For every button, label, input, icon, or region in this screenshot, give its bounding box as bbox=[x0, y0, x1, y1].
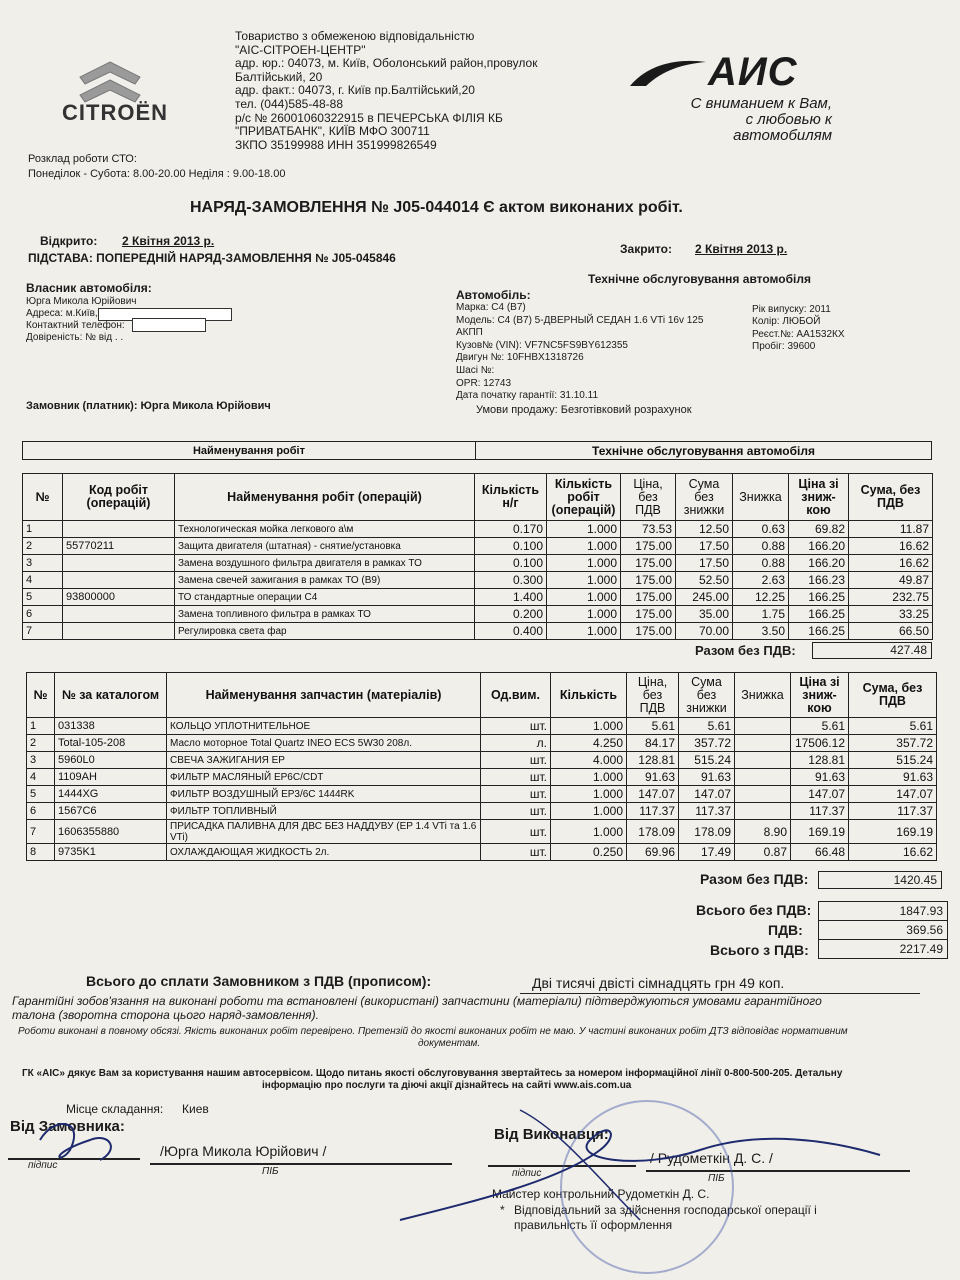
works-row bbox=[23, 555, 933, 572]
works-row-cell: 232.75 bbox=[849, 589, 933, 606]
owner-title: Власник автомобіля: bbox=[26, 281, 152, 295]
car-color: Колір: ЛЮБОЙ bbox=[752, 316, 821, 328]
parts-row-cell: 169.19 bbox=[791, 820, 849, 844]
parts-row-cell: 117.37 bbox=[679, 803, 735, 820]
parts-row-cell: Масло моторное Total Quartz INEO ECS 5W30 208л. bbox=[167, 735, 481, 752]
works-row-cell: 1.000 bbox=[547, 606, 621, 623]
works-row-cell: 55770211 bbox=[63, 538, 175, 555]
parts-row-cell bbox=[735, 769, 791, 786]
customer-name-caption: ПІБ bbox=[262, 1166, 279, 1177]
parts-table bbox=[26, 672, 937, 861]
car-line: Кузов№ (VIN): VF7NC5FS9BY612355 bbox=[456, 339, 628, 351]
works-row bbox=[23, 606, 933, 623]
owner-phone-label: Контактний телефон: bbox=[26, 320, 125, 331]
vat-value: 369.56 bbox=[818, 920, 948, 940]
works-header: Сума, без ПДВ bbox=[849, 474, 933, 521]
company-line: Балтійський, 20 bbox=[235, 69, 323, 84]
parts-row-cell bbox=[735, 803, 791, 820]
works-row-cell: 175.00 bbox=[621, 572, 676, 589]
works-row-cell: 175.00 bbox=[621, 606, 676, 623]
parts-row-cell: 1.000 bbox=[551, 786, 627, 803]
parts-row-cell: 147.07 bbox=[627, 786, 679, 803]
parts-header: Кількість bbox=[551, 673, 627, 718]
opened-label: Відкрито: bbox=[40, 234, 98, 248]
parts-row-cell: 4.000 bbox=[551, 752, 627, 769]
works-row-cell: 2.63 bbox=[733, 572, 789, 589]
car-title: Автомобіль: bbox=[456, 288, 531, 302]
customer-sign-caption: підпис bbox=[28, 1160, 58, 1171]
executor-sign-title: Від Виконавця: bbox=[494, 1126, 609, 1143]
works-row-cell: Замена воздушного фильтра двигателя в рамках ТО bbox=[175, 555, 475, 572]
total-without-vat-label: Всього без ПДВ: bbox=[696, 902, 812, 918]
works-row-cell: 1.000 bbox=[547, 538, 621, 555]
works-header: Ціна зі зниж-кою bbox=[789, 474, 849, 521]
parts-row-cell: 5.61 bbox=[679, 718, 735, 735]
works-row-cell: 5 bbox=[23, 589, 63, 606]
parts-row-cell: шт. bbox=[481, 844, 551, 861]
works-row-cell: 175.00 bbox=[621, 555, 676, 572]
parts-row-cell: шт. bbox=[481, 786, 551, 803]
parts-row-cell: 1.000 bbox=[551, 820, 627, 844]
parts-row-cell: 5.61 bbox=[627, 718, 679, 735]
parts-row-cell: ФИЛЬТР МАСЛЯНЫЙ EP6C/CDT bbox=[167, 769, 481, 786]
responsible-line: правильність її оформлення bbox=[514, 1218, 673, 1232]
quality-line: Роботи виконані в повному обсязі. Якість виконаних робіт перевірено. Претензій до якості виконаних робіт не маю. У частині виконаних робіт ДТЗ відповідає нормативним bbox=[18, 1026, 848, 1037]
works-total-value: 427.48 bbox=[812, 642, 932, 659]
parts-header: Найменування запчастин (матеріалів) bbox=[167, 673, 481, 718]
works-row-cell: 2 bbox=[23, 538, 63, 555]
parts-row-cell: 9735K1 bbox=[55, 844, 167, 861]
parts-row-cell: 515.24 bbox=[849, 752, 937, 769]
works-row bbox=[23, 521, 933, 538]
parts-row-cell: 515.24 bbox=[679, 752, 735, 769]
parts-row-cell: 357.72 bbox=[679, 735, 735, 752]
parts-row-cell: ФИЛЬТР ВОЗДУШНЫЙ EP3/6C 1444RK bbox=[167, 786, 481, 803]
customer-payer: Замовник (платник): Юрга Микола Юрійович bbox=[26, 400, 271, 412]
works-row-cell: 3.50 bbox=[733, 623, 789, 640]
car-line: Модель: C4 (B7) 5-ДВЕРНЫЙ СЕДАН 1.6 VTi 16v 125 bbox=[456, 314, 704, 326]
works-row-cell bbox=[63, 555, 175, 572]
company-line: ЗКПО 35199988 ИНН 351999826549 bbox=[235, 137, 437, 152]
works-row-cell: 0.88 bbox=[733, 555, 789, 572]
works-header: Код робіт (операцій) bbox=[63, 474, 175, 521]
works-row-cell: 166.25 bbox=[789, 589, 849, 606]
quality-text bbox=[18, 1026, 848, 1050]
works-row-cell: 93800000 bbox=[63, 589, 175, 606]
parts-header: Знижка bbox=[735, 673, 791, 718]
works-row-cell: 166.20 bbox=[789, 555, 849, 572]
thanks-line: інформацію про послуги та діючі акції дізнайтесь на сайті www.ais.com.ua bbox=[262, 1080, 632, 1091]
parts-row-cell: 1.000 bbox=[551, 803, 627, 820]
total-with-vat: 2217.49 bbox=[818, 939, 948, 959]
car-mileage: Пробіг: 39600 bbox=[752, 341, 816, 353]
parts-row-cell: л. bbox=[481, 735, 551, 752]
works-row-cell: 49.87 bbox=[849, 572, 933, 589]
executor-sign-caption: підпис bbox=[512, 1168, 542, 1179]
works-row-cell: 6 bbox=[23, 606, 63, 623]
parts-row-cell: 1606355880 bbox=[55, 820, 167, 844]
parts-row-cell: 5960L0 bbox=[55, 752, 167, 769]
parts-header: Ціна, без ПДВ bbox=[627, 673, 679, 718]
parts-row-cell: 117.37 bbox=[627, 803, 679, 820]
parts-row bbox=[27, 735, 937, 752]
parts-row-cell: 66.48 bbox=[791, 844, 849, 861]
parts-row-cell: 3 bbox=[27, 752, 55, 769]
ais-swoosh-icon bbox=[628, 56, 708, 90]
works-row-cell: 17.50 bbox=[676, 538, 733, 555]
works-row-cell: 7 bbox=[23, 623, 63, 640]
parts-total-label: Разом без ПДВ: bbox=[700, 871, 809, 887]
works-header: Кількість робіт (операцій) bbox=[547, 474, 621, 521]
car-extra bbox=[752, 304, 845, 354]
works-row-cell: 166.25 bbox=[789, 606, 849, 623]
parts-row-cell: 91.63 bbox=[627, 769, 679, 786]
works-row-cell: 1.000 bbox=[547, 555, 621, 572]
total-with-vat-label: Всього з ПДВ: bbox=[710, 942, 809, 958]
parts-row-cell: 0.87 bbox=[735, 844, 791, 861]
works-header: Сума без знижки bbox=[676, 474, 733, 521]
parts-row-cell: 1567C6 bbox=[55, 803, 167, 820]
car-details bbox=[456, 302, 703, 403]
owner-name: Юрга Микола Юрійович bbox=[26, 296, 137, 307]
parts-row bbox=[27, 769, 937, 786]
total-without-vat: 1847.93 bbox=[818, 901, 948, 921]
parts-row-cell: 17.49 bbox=[679, 844, 735, 861]
works-total-label: Разом без ПДВ: bbox=[695, 643, 796, 658]
ais-logo: АИС bbox=[708, 50, 798, 94]
works-row-cell: 1.000 bbox=[547, 623, 621, 640]
parts-row-cell: 0.250 bbox=[551, 844, 627, 861]
parts-row-cell: 4.250 bbox=[551, 735, 627, 752]
parts-header: Од.вим. bbox=[481, 673, 551, 718]
works-rows bbox=[23, 521, 933, 640]
company-details bbox=[235, 30, 537, 152]
thanks-line: ГК «АІС» дякує Вам за користування нашим автосервісом. Щодо питань якості обслуговування звертайтесь за номером інформаційної лінії 0-800-500-205. Детальну bbox=[22, 1068, 843, 1079]
basis-order: ПІДСТАВА: ПОПЕРЕДНІЙ НАРЯД-ЗАМОВЛЕННЯ № J05-045846 bbox=[28, 251, 396, 265]
works-header: № bbox=[23, 474, 63, 521]
parts-row bbox=[27, 820, 937, 844]
works-row-cell: 0.300 bbox=[475, 572, 547, 589]
payment-words: Дві тисячі двісті сімнадцять грн 49 коп. bbox=[532, 975, 785, 991]
parts-row-cell: 128.81 bbox=[791, 752, 849, 769]
parts-row-cell: 8.90 bbox=[735, 820, 791, 844]
works-header: Ціна, без ПДВ bbox=[621, 474, 676, 521]
company-line: адр. юр.: 04073, м. Київ, Оболонський район,провулок bbox=[235, 56, 538, 71]
sale-terms: Умови продажу: Безготівковий розрахунок bbox=[476, 404, 692, 416]
company-line: адр. факт.: 04073, г. Київ пр.Балтійський,20 bbox=[235, 83, 475, 98]
works-row-cell: 1 bbox=[23, 521, 63, 538]
warranty-text bbox=[12, 994, 822, 1022]
parts-row-cell: 8 bbox=[27, 844, 55, 861]
company-line: Товариство з обмеженою відповідальністю bbox=[235, 29, 475, 43]
parts-row-cell: 147.07 bbox=[791, 786, 849, 803]
works-row-cell: 175.00 bbox=[621, 623, 676, 640]
company-line: р/с № 26001060322915 в ПЕЧЕРСЬКА ФІЛІЯ КБ bbox=[235, 110, 503, 125]
car-line: Двигун №: 10FHBX1318726 bbox=[456, 352, 584, 364]
works-row bbox=[23, 572, 933, 589]
works-table bbox=[22, 473, 933, 640]
parts-row-cell bbox=[735, 786, 791, 803]
parts-row-cell: 147.07 bbox=[849, 786, 937, 803]
works-row-cell: Технологическая мойка легкового а\м bbox=[175, 521, 475, 538]
works-row-cell: 0.400 bbox=[475, 623, 547, 640]
payment-label: Всього до сплати Замовником з ПДВ (прописом): bbox=[86, 973, 432, 989]
parts-row-cell: СВЕЧА ЗАЖИГАНИЯ EP bbox=[167, 752, 481, 769]
parts-row-cell bbox=[735, 752, 791, 769]
parts-header: Сума без знижки bbox=[679, 673, 735, 718]
parts-row-cell: 17506.12 bbox=[791, 735, 849, 752]
redacted-phone bbox=[132, 318, 206, 332]
parts-row-cell bbox=[735, 718, 791, 735]
document-title: НАРЯД-ЗАМОВЛЕННЯ № J05-044014 Є актом виконаних робіт. bbox=[190, 199, 683, 216]
parts-row-cell: 1444XG bbox=[55, 786, 167, 803]
parts-row-cell: 16.62 bbox=[849, 844, 937, 861]
parts-row-cell: 1 bbox=[27, 718, 55, 735]
parts-row-cell: 2 bbox=[27, 735, 55, 752]
works-row-cell: 69.82 bbox=[789, 521, 849, 538]
parts-row-cell: 91.63 bbox=[849, 769, 937, 786]
works-row-cell bbox=[63, 606, 175, 623]
slogan-line: С вниманием к Вам, bbox=[690, 95, 832, 112]
master-controller: Майстер контрольний Рудометкін Д. С. bbox=[492, 1187, 710, 1201]
service-type: Технічне обслуговування автомобіля bbox=[588, 272, 811, 286]
works-row-cell: 166.25 bbox=[789, 623, 849, 640]
works-row bbox=[23, 623, 933, 640]
place-value: Киев bbox=[182, 1102, 209, 1116]
works-row bbox=[23, 589, 933, 606]
parts-row-cell: 6 bbox=[27, 803, 55, 820]
works-row-cell: 1.75 bbox=[733, 606, 789, 623]
parts-row-cell: 117.37 bbox=[791, 803, 849, 820]
parts-row-cell: 5 bbox=[27, 786, 55, 803]
works-banner-right: Технічне обслуговування автомобіля bbox=[476, 442, 932, 460]
warranty-line: Гарантійні зобов'язання на виконані роботи та встановлені (використані) запчастини (матеріали) підтверджуються умовами гарантійного bbox=[12, 994, 822, 1008]
works-row-cell: 4 bbox=[23, 572, 63, 589]
quality-line: документам. bbox=[418, 1038, 481, 1049]
parts-row-cell: шт. bbox=[481, 718, 551, 735]
works-row-cell: 245.00 bbox=[676, 589, 733, 606]
works-banner bbox=[22, 441, 932, 460]
executor-name-caption: ПІБ bbox=[708, 1173, 725, 1184]
company-line: тел. (044)585-48-88 bbox=[235, 96, 344, 111]
works-row-cell: 35.00 bbox=[676, 606, 733, 623]
works-row-cell: 0.63 bbox=[733, 521, 789, 538]
works-row-cell: 175.00 bbox=[621, 589, 676, 606]
parts-row-cell: шт. bbox=[481, 803, 551, 820]
works-header: Знижка bbox=[733, 474, 789, 521]
parts-row-cell: 357.72 bbox=[849, 735, 937, 752]
schedule-hours: Понеділок - Субота: 8.00-20.00 Неділя : 9.00-18.00 bbox=[28, 168, 286, 180]
parts-row-cell: 031338 bbox=[55, 718, 167, 735]
parts-row-cell: ФИЛЬТР ТОПЛИВНЫЙ bbox=[167, 803, 481, 820]
executor-name: / Рудометкін Д. С. / bbox=[650, 1150, 773, 1166]
place-label: Місце складання: bbox=[66, 1102, 164, 1116]
parts-header: № bbox=[27, 673, 55, 718]
parts-row-cell: 128.81 bbox=[627, 752, 679, 769]
works-row-cell: Защита двигателя (штатная) - снятие/установка bbox=[175, 538, 475, 555]
parts-header: № за каталогом bbox=[55, 673, 167, 718]
parts-row-cell: 117.37 bbox=[849, 803, 937, 820]
citroen-wordmark: CITROËN bbox=[62, 100, 168, 125]
parts-row-cell: 91.63 bbox=[791, 769, 849, 786]
works-row-cell: 0.170 bbox=[475, 521, 547, 538]
works-banner-left: Найменування робіт bbox=[23, 442, 476, 460]
company-line: "ПРИВАТБАНК", КИЇВ МФО 300711 bbox=[235, 124, 430, 139]
parts-row-cell: КОЛЬЦО УПЛОТНИТЕЛЬНОЕ bbox=[167, 718, 481, 735]
works-row-cell: 166.20 bbox=[789, 538, 849, 555]
car-line: Марка: C4 (B7) bbox=[456, 302, 526, 313]
parts-row bbox=[27, 844, 937, 861]
works-row-cell: Замена топливного фильтра в рамках ТО bbox=[175, 606, 475, 623]
car-reg: Реєст.№: АА1532КХ bbox=[752, 328, 845, 340]
ais-slogan bbox=[664, 96, 832, 144]
parts-row-cell: ОХЛАЖДАЮЩАЯ ЖИДКОСТЬ 2л. bbox=[167, 844, 481, 861]
parts-row-cell: 5.61 bbox=[791, 718, 849, 735]
works-row-cell: 175.00 bbox=[621, 538, 676, 555]
works-header: Кількість н/г bbox=[475, 474, 547, 521]
car-line: OPR: 12743 bbox=[456, 377, 512, 389]
owner-address-label: Адреса: м.Київ, bbox=[26, 308, 98, 319]
works-row-cell: 0.100 bbox=[475, 555, 547, 572]
works-row-cell: 11.87 bbox=[849, 521, 933, 538]
works-row-cell: 1.000 bbox=[547, 521, 621, 538]
parts-row-cell: 91.63 bbox=[679, 769, 735, 786]
works-row-cell: 0.88 bbox=[733, 538, 789, 555]
parts-row-cell: 84.17 bbox=[627, 735, 679, 752]
parts-row-cell: 147.07 bbox=[679, 786, 735, 803]
company-line: "АІС-СІТРОЕН-ЦЕНТР" bbox=[235, 42, 366, 57]
works-row-cell: 16.62 bbox=[849, 555, 933, 572]
parts-row-cell: 1109AH bbox=[55, 769, 167, 786]
works-row-cell: ТО стандартные операции С4 bbox=[175, 589, 475, 606]
parts-row-cell: 69.96 bbox=[627, 844, 679, 861]
works-row-cell: 3 bbox=[23, 555, 63, 572]
opened-date: 2 Квітня 2013 р. bbox=[122, 234, 215, 248]
works-row-cell bbox=[63, 572, 175, 589]
works-row-cell: 17.50 bbox=[676, 555, 733, 572]
parts-row-cell: 1.000 bbox=[551, 769, 627, 786]
works-row bbox=[23, 538, 933, 555]
works-row-cell: 0.100 bbox=[475, 538, 547, 555]
parts-row-cell: шт. bbox=[481, 820, 551, 844]
parts-row bbox=[27, 718, 937, 735]
parts-row-cell: ПРИСАДКА ПАЛИВНА ДЛЯ ДВС БЕЗ НАДДУВУ (EP 1.4 VTi та 1.6 VTi) bbox=[167, 820, 481, 844]
parts-row-cell: шт. bbox=[481, 752, 551, 769]
owner-proxy: Довіреність: № від . . bbox=[26, 332, 124, 343]
customer-name: /Юрга Микола Юрійович / bbox=[160, 1143, 327, 1159]
parts-row-cell bbox=[735, 735, 791, 752]
car-year: Рік випуску: 2011 bbox=[752, 304, 831, 315]
parts-row bbox=[27, 803, 937, 820]
handwritten-signatures bbox=[0, 1080, 960, 1280]
parts-rows bbox=[27, 718, 937, 861]
car-line: Шасі №: bbox=[456, 364, 495, 376]
parts-row-cell: 178.09 bbox=[627, 820, 679, 844]
parts-row-cell: 4 bbox=[27, 769, 55, 786]
parts-row-cell: 1.000 bbox=[551, 718, 627, 735]
works-row-cell: 33.25 bbox=[849, 606, 933, 623]
customer-sign-title: Від Замовника: bbox=[10, 1118, 125, 1135]
works-row-cell: 1.400 bbox=[475, 589, 547, 606]
works-row-cell: 1.000 bbox=[547, 589, 621, 606]
parts-row bbox=[27, 752, 937, 769]
works-row-cell bbox=[63, 623, 175, 640]
parts-row-cell: Total-105-208 bbox=[55, 735, 167, 752]
parts-total-value: 1420.45 bbox=[818, 871, 942, 889]
vat-label: ПДВ: bbox=[768, 922, 803, 938]
parts-header: Ціна зі зниж-кою bbox=[791, 673, 849, 718]
works-row-cell: 12.50 bbox=[676, 521, 733, 538]
works-row-cell: 70.00 bbox=[676, 623, 733, 640]
parts-row-cell: 5.61 bbox=[849, 718, 937, 735]
works-row-cell: 166.23 bbox=[789, 572, 849, 589]
parts-row-cell: шт. bbox=[481, 769, 551, 786]
works-row-cell: 52.50 bbox=[676, 572, 733, 589]
warranty-line: талона (зворотна сторона цього наряд-замовлення). bbox=[12, 1008, 319, 1022]
parts-row-cell: 169.19 bbox=[849, 820, 937, 844]
works-row-cell: 73.53 bbox=[621, 521, 676, 538]
closed-date: 2 Квітня 2013 р. bbox=[695, 242, 788, 256]
works-row-cell: 66.50 bbox=[849, 623, 933, 640]
responsible-line: Відповідальний за здійснення господарської операції і bbox=[514, 1203, 817, 1217]
works-row-cell: 0.200 bbox=[475, 606, 547, 623]
slogan-line: с любовью к автомобилям bbox=[733, 111, 832, 144]
closed-label: Закрито: bbox=[620, 242, 672, 256]
works-row-cell: 1.000 bbox=[547, 572, 621, 589]
parts-row-cell: 178.09 bbox=[679, 820, 735, 844]
parts-row-cell: 7 bbox=[27, 820, 55, 844]
works-row-cell bbox=[63, 521, 175, 538]
works-row-cell: 16.62 bbox=[849, 538, 933, 555]
works-header: Найменування робіт (операцій) bbox=[175, 474, 475, 521]
asterisk: * bbox=[500, 1203, 505, 1217]
works-row-cell: 12.25 bbox=[733, 589, 789, 606]
parts-row bbox=[27, 786, 937, 803]
parts-header: Сума, без ПДВ bbox=[849, 673, 937, 718]
car-line: АКПП bbox=[456, 327, 483, 339]
works-row-cell: Замена свечей зажигания в рамках ТО (В9) bbox=[175, 572, 475, 589]
schedule-title: Розклад роботи СТО: bbox=[28, 153, 137, 165]
works-row-cell: Регулировка света фар bbox=[175, 623, 475, 640]
car-line: Дата початку гарантії: 31.10.11 bbox=[456, 390, 599, 402]
